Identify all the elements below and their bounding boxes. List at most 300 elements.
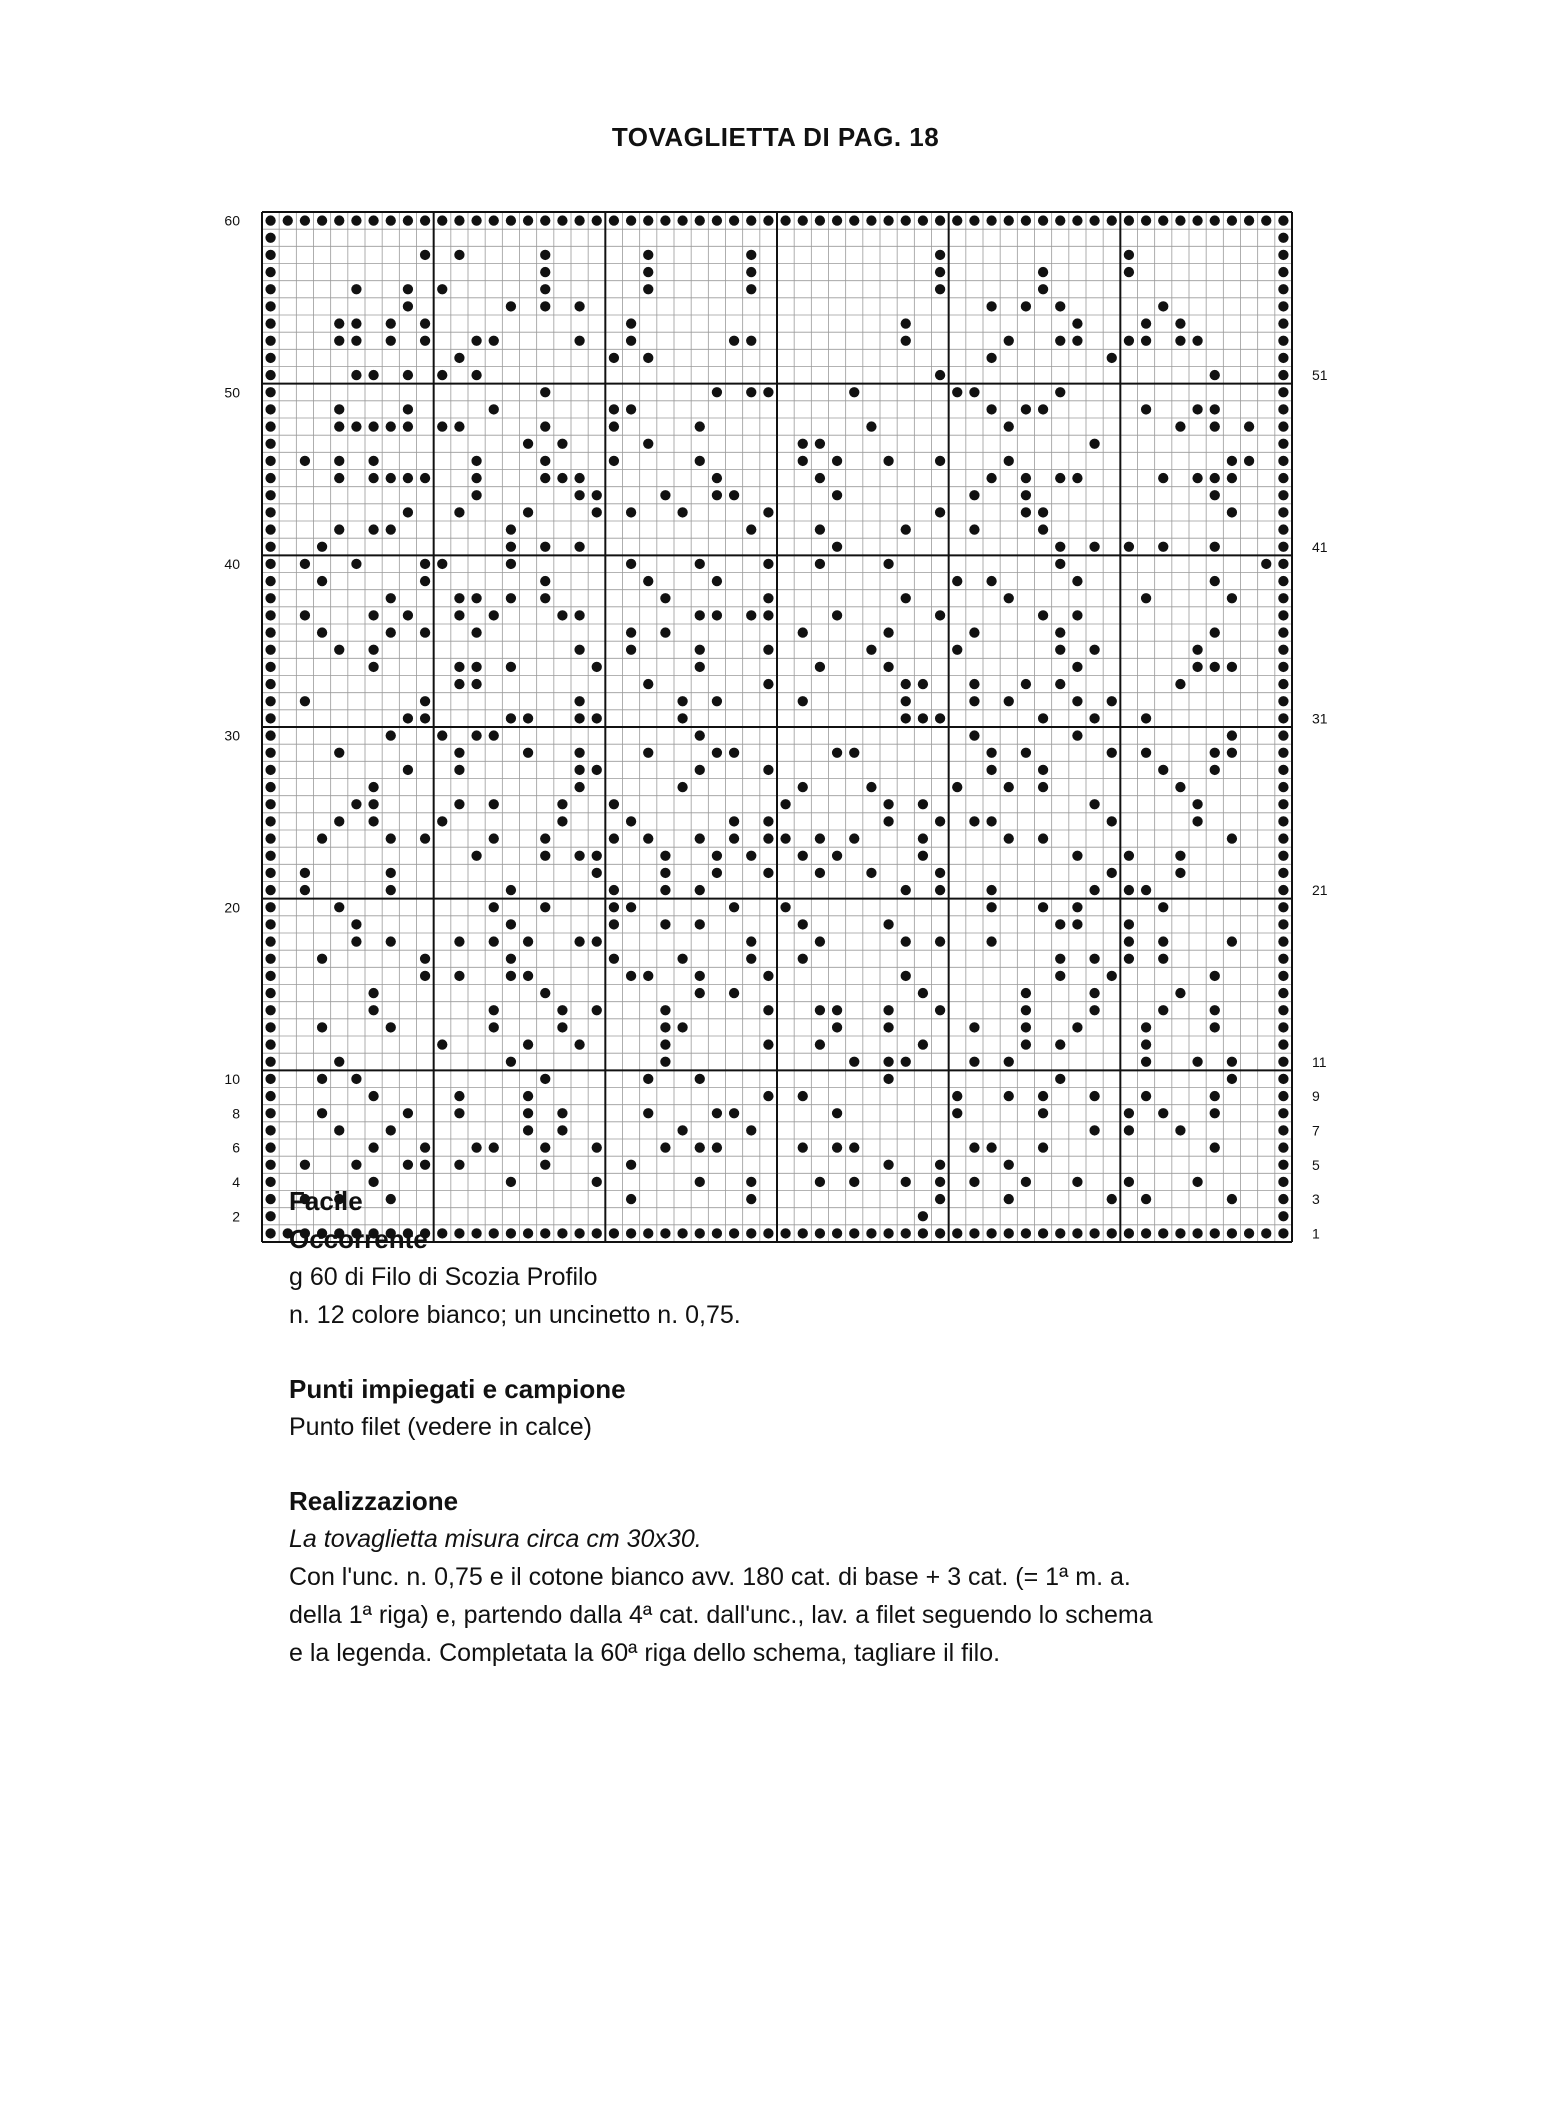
filled-cell-dot (832, 490, 842, 500)
filled-cell-dot (420, 1160, 430, 1170)
filled-cell-dot (317, 542, 327, 552)
filled-cell-dot (265, 799, 275, 809)
filled-cell-dot (883, 1074, 893, 1084)
filled-cell-dot (763, 559, 773, 569)
filled-cell-dot (1278, 284, 1288, 294)
filled-cell-dot (1055, 954, 1065, 964)
filled-cell-dot (1278, 336, 1288, 346)
filled-cell-dot (712, 215, 722, 225)
filled-cell-dot (815, 936, 825, 946)
filled-cell-dot (901, 936, 911, 946)
filled-cell-dot (660, 885, 670, 895)
materials-heading: Occorrente (289, 1224, 428, 1254)
filled-cell-dot (815, 833, 825, 843)
filled-cell-dot (265, 439, 275, 449)
filled-cell-dot (763, 971, 773, 981)
filled-cell-dot (935, 1005, 945, 1015)
filled-cell-dot (265, 902, 275, 912)
filled-cell-dot (1278, 215, 1288, 225)
filled-cell-dot (986, 353, 996, 363)
filled-cell-dot (969, 1022, 979, 1032)
filled-cell-dot (1278, 610, 1288, 620)
filled-cell-dot (986, 765, 996, 775)
filled-cell-dot (798, 954, 808, 964)
filled-cell-dot (1004, 421, 1014, 431)
filled-cell-dot (1141, 215, 1151, 225)
filled-cell-dot (1175, 421, 1185, 431)
filled-cell-dot (403, 610, 413, 620)
filled-cell-dot (574, 936, 584, 946)
filled-cell-dot (986, 404, 996, 414)
filled-cell-dot (265, 936, 275, 946)
filled-cell-dot (695, 645, 705, 655)
filled-cell-dot (901, 679, 911, 689)
filled-cell-dot (1227, 936, 1237, 946)
execution-line: della 1ª riga) e, partendo dalla 4ª cat. dall'unc., lav. a filet seguendo lo schema (289, 1601, 1153, 1629)
execution-line: e la legenda. Completata la 60ª riga dello schema, tagliare il filo. (289, 1639, 1001, 1667)
filled-cell-dot (574, 610, 584, 620)
filled-cell-dot (1227, 1074, 1237, 1084)
filled-cell-dot (849, 1142, 859, 1152)
filled-cell-dot (420, 215, 430, 225)
filled-cell-dot (918, 215, 928, 225)
filled-cell-dot (677, 696, 687, 706)
filled-cell-dot (1227, 1057, 1237, 1067)
filled-cell-dot (265, 919, 275, 929)
filled-cell-dot (386, 936, 396, 946)
filled-cell-dot (403, 507, 413, 517)
filled-cell-dot (1278, 1125, 1288, 1135)
filled-cell-dot (334, 456, 344, 466)
filled-cell-dot (1227, 593, 1237, 603)
filled-cell-dot (1055, 542, 1065, 552)
filled-cell-dot (815, 662, 825, 672)
filled-cell-dot (1278, 765, 1288, 775)
filled-cell-dot (1072, 851, 1082, 861)
filled-cell-dot (815, 439, 825, 449)
filled-cell-dot (901, 524, 911, 534)
filled-cell-dot (471, 215, 481, 225)
filled-cell-dot (1089, 645, 1099, 655)
filled-cell-dot (643, 1108, 653, 1118)
filled-cell-dot (1210, 490, 1220, 500)
filled-cell-dot (883, 1022, 893, 1032)
filled-cell-dot (1124, 215, 1134, 225)
filled-cell-dot (952, 645, 962, 655)
filled-cell-dot (300, 1160, 310, 1170)
filled-cell-dot (403, 421, 413, 431)
filled-cell-dot (489, 730, 499, 740)
filled-cell-dot (454, 936, 464, 946)
filled-cell-dot (1210, 215, 1220, 225)
filled-cell-dot (1038, 524, 1048, 534)
filled-cell-dot (1055, 336, 1065, 346)
filled-cell-dot (1141, 748, 1151, 758)
filled-cell-dot (574, 336, 584, 346)
filled-cell-dot (540, 833, 550, 843)
row-label-left: 60 (224, 212, 240, 229)
filled-cell-dot (626, 971, 636, 981)
filled-cell-dot (849, 215, 859, 225)
filled-cell-dot (626, 507, 636, 517)
filled-cell-dot (1278, 748, 1288, 758)
row-label-left: 10 (224, 1070, 240, 1087)
filled-cell-dot (489, 1005, 499, 1015)
filled-cell-dot (506, 885, 516, 895)
filled-cell-dot (1089, 542, 1099, 552)
filled-cell-dot (471, 593, 481, 603)
filled-cell-dot (1210, 1005, 1220, 1015)
filled-cell-dot (454, 748, 464, 758)
filled-cell-dot (574, 696, 584, 706)
filled-cell-dot (969, 816, 979, 826)
filled-cell-dot (695, 919, 705, 929)
filled-cell-dot (986, 816, 996, 826)
filled-cell-dot (300, 610, 310, 620)
filled-cell-dot (574, 645, 584, 655)
filled-cell-dot (454, 421, 464, 431)
filled-cell-dot (866, 421, 876, 431)
filled-cell-dot (471, 473, 481, 483)
filled-cell-dot (1021, 748, 1031, 758)
filled-cell-dot (1175, 868, 1185, 878)
filled-cell-dot (1192, 662, 1202, 672)
filled-cell-dot (1210, 1022, 1220, 1032)
filled-cell-dot (454, 765, 464, 775)
filled-cell-dot (660, 919, 670, 929)
filled-cell-dot (1038, 782, 1048, 792)
filled-cell-dot (489, 610, 499, 620)
filled-cell-dot (1072, 336, 1082, 346)
filled-cell-dot (1021, 301, 1031, 311)
filled-cell-dot (815, 1005, 825, 1015)
filled-cell-dot (918, 833, 928, 843)
filled-cell-dot (265, 233, 275, 243)
filled-cell-dot (677, 954, 687, 964)
filled-cell-dot (626, 404, 636, 414)
filled-cell-dot (265, 336, 275, 346)
filled-cell-dot (489, 215, 499, 225)
filled-cell-dot (540, 456, 550, 466)
filled-cell-dot (626, 559, 636, 569)
filled-cell-dot (609, 954, 619, 964)
filled-cell-dot (763, 868, 773, 878)
filled-cell-dot (1038, 1091, 1048, 1101)
filled-cell-dot (712, 610, 722, 620)
filled-cell-dot (592, 713, 602, 723)
filled-cell-dot (1021, 1005, 1031, 1015)
filled-cell-dot (471, 370, 481, 380)
filled-cell-dot (1192, 336, 1202, 346)
filled-cell-dot (540, 421, 550, 431)
filled-cell-dot (935, 816, 945, 826)
filled-cell-dot (1072, 610, 1082, 620)
filled-cell-dot (1278, 1108, 1288, 1118)
filled-cell-dot (368, 799, 378, 809)
filled-cell-dot (1124, 336, 1134, 346)
filled-cell-dot (1210, 1108, 1220, 1118)
instructions (289, 1182, 1389, 1672)
filled-cell-dot (265, 1108, 275, 1118)
filled-cell-dot (574, 215, 584, 225)
filled-cell-dot (1038, 1142, 1048, 1152)
filled-cell-dot (592, 1005, 602, 1015)
filled-cell-dot (1278, 542, 1288, 552)
filled-cell-dot (1278, 456, 1288, 466)
filled-cell-dot (1227, 473, 1237, 483)
filled-cell-dot (557, 816, 567, 826)
filled-cell-dot (798, 456, 808, 466)
execution-heading: Realizzazione (289, 1486, 459, 1516)
filled-cell-dot (454, 215, 464, 225)
filled-cell-dot (969, 524, 979, 534)
filled-cell-dot (609, 353, 619, 363)
filled-cell-dot (265, 421, 275, 431)
filled-cell-dot (660, 1057, 670, 1067)
filled-cell-dot (1055, 473, 1065, 483)
row-label-right: 1 (1312, 1225, 1320, 1242)
filled-cell-dot (265, 1125, 275, 1135)
filled-cell-dot (574, 490, 584, 500)
filled-cell-dot (798, 439, 808, 449)
filled-cell-dot (420, 473, 430, 483)
filled-cell-dot (935, 713, 945, 723)
filled-cell-dot (643, 1074, 653, 1084)
filled-cell-dot (763, 1005, 773, 1015)
filled-cell-dot (952, 782, 962, 792)
filled-cell-dot (368, 782, 378, 792)
filled-cell-dot (386, 215, 396, 225)
filled-cell-dot (265, 1228, 275, 1238)
filled-cell-dot (574, 1039, 584, 1049)
filled-cell-dot (1089, 988, 1099, 998)
filled-cell-dot (523, 1108, 533, 1118)
filled-cell-dot (1278, 936, 1288, 946)
filled-cell-dot (592, 215, 602, 225)
filled-cell-dot (1192, 1057, 1202, 1067)
filled-cell-dot (265, 1091, 275, 1101)
filled-cell-dot (265, 1074, 275, 1084)
filled-cell-dot (557, 215, 567, 225)
filled-cell-dot (437, 559, 447, 569)
filled-cell-dot (780, 833, 790, 843)
row-label-left: 40 (224, 555, 240, 572)
filled-cell-dot (1038, 833, 1048, 843)
filled-cell-dot (1107, 971, 1117, 981)
filled-cell-dot (265, 576, 275, 586)
filled-cell-dot (866, 215, 876, 225)
filled-cell-dot (489, 1142, 499, 1152)
filled-cell-dot (986, 473, 996, 483)
filled-cell-dot (935, 1160, 945, 1170)
filled-cell-dot (1038, 507, 1048, 517)
filled-cell-dot (265, 1005, 275, 1015)
filled-cell-dot (386, 1125, 396, 1135)
filled-cell-dot (1278, 250, 1288, 260)
filled-cell-dot (368, 662, 378, 672)
filled-cell-dot (935, 267, 945, 277)
filled-cell-dot (454, 1160, 464, 1170)
row-label-left: 20 (224, 899, 240, 916)
filled-cell-dot (1141, 1039, 1151, 1049)
filled-cell-dot (798, 1091, 808, 1101)
filled-cell-dot (265, 765, 275, 775)
filled-cell-dot (1210, 662, 1220, 672)
filled-cell-dot (677, 507, 687, 517)
filled-cell-dot (420, 954, 430, 964)
filled-cell-dot (351, 284, 361, 294)
filled-cell-dot (1004, 1160, 1014, 1170)
filled-cell-dot (798, 215, 808, 225)
filled-cell-dot (746, 954, 756, 964)
filled-cell-dot (986, 576, 996, 586)
filled-cell-dot (1141, 1091, 1151, 1101)
filled-cell-dot (265, 971, 275, 981)
filled-cell-dot (677, 1022, 687, 1032)
filled-cell-dot (1055, 919, 1065, 929)
filled-cell-dot (1055, 679, 1065, 689)
filled-cell-dot (1192, 473, 1202, 483)
filled-cell-dot (437, 421, 447, 431)
filled-cell-dot (695, 610, 705, 620)
filled-cell-dot (883, 456, 893, 466)
filled-cell-dot (523, 1039, 533, 1049)
filled-cell-dot (540, 267, 550, 277)
filled-cell-dot (300, 885, 310, 895)
filled-cell-dot (901, 696, 911, 706)
filled-cell-dot (403, 404, 413, 414)
filled-cell-dot (1158, 1108, 1168, 1118)
filled-cell-dot (626, 816, 636, 826)
filled-cell-dot (677, 215, 687, 225)
filled-cell-dot (420, 318, 430, 328)
filled-cell-dot (1141, 404, 1151, 414)
filled-cell-dot (986, 885, 996, 895)
filled-cell-dot (265, 524, 275, 534)
filled-cell-dot (437, 284, 447, 294)
filled-cell-dot (746, 267, 756, 277)
filled-cell-dot (712, 1142, 722, 1152)
filled-cell-dot (746, 215, 756, 225)
filled-cell-dot (1158, 215, 1168, 225)
filled-cell-dot (454, 662, 464, 672)
filled-cell-dot (901, 885, 911, 895)
filled-cell-dot (540, 301, 550, 311)
filled-cell-dot (712, 748, 722, 758)
filled-cell-dot (592, 765, 602, 775)
filled-cell-dot (471, 851, 481, 861)
filled-cell-dot (695, 730, 705, 740)
filled-cell-dot (351, 1160, 361, 1170)
filled-cell-dot (660, 1005, 670, 1015)
row-label-right: 9 (1312, 1088, 1320, 1105)
filled-cell-dot (969, 696, 979, 706)
filled-cell-dot (368, 816, 378, 826)
filled-cell-dot (746, 524, 756, 534)
filled-cell-dot (265, 542, 275, 552)
filled-cell-dot (695, 559, 705, 569)
filled-cell-dot (1192, 799, 1202, 809)
filled-cell-dot (506, 542, 516, 552)
filled-cell-dot (540, 851, 550, 861)
filled-cell-dot (1107, 215, 1117, 225)
filled-cell-dot (729, 748, 739, 758)
filled-cell-dot (1004, 215, 1014, 225)
filled-cell-dot (403, 370, 413, 380)
filled-cell-dot (574, 765, 584, 775)
filled-cell-dot (626, 902, 636, 912)
filled-cell-dot (763, 1091, 773, 1101)
filled-cell-dot (368, 1142, 378, 1152)
filled-cell-dot (265, 730, 275, 740)
filled-cell-dot (1210, 1091, 1220, 1101)
filled-cell-dot (1072, 730, 1082, 740)
filled-cell-dot (300, 868, 310, 878)
filled-cell-dot (540, 473, 550, 483)
filled-cell-dot (883, 1057, 893, 1067)
row-label-left: 4 (232, 1173, 240, 1190)
filled-cell-dot (386, 627, 396, 637)
filled-cell-dot (609, 404, 619, 414)
filled-cell-dot (574, 851, 584, 861)
filled-cell-dot (1278, 559, 1288, 569)
filled-cell-dot (746, 250, 756, 260)
filled-cell-dot (265, 868, 275, 878)
filled-cell-dot (489, 902, 499, 912)
filled-cell-dot (317, 1108, 327, 1118)
filled-cell-dot (368, 1005, 378, 1015)
filled-cell-dot (883, 662, 893, 672)
filled-cell-dot (1210, 765, 1220, 775)
filled-cell-dot (969, 215, 979, 225)
filled-cell-dot (1089, 1005, 1099, 1015)
filled-cell-dot (969, 490, 979, 500)
filled-cell-dot (832, 748, 842, 758)
filled-cell-dot (626, 627, 636, 637)
row-label-left: 30 (224, 727, 240, 744)
filled-cell-dot (454, 353, 464, 363)
filled-cell-dot (918, 988, 928, 998)
filled-cell-dot (1107, 816, 1117, 826)
filled-cell-dot (540, 387, 550, 397)
filled-cell-dot (317, 1022, 327, 1032)
filled-cell-dot (1021, 1039, 1031, 1049)
filled-cell-dot (1107, 353, 1117, 363)
filled-cell-dot (351, 559, 361, 569)
row-label-right: 11 (1312, 1053, 1327, 1070)
filled-cell-dot (1175, 1125, 1185, 1135)
filled-cell-dot (935, 215, 945, 225)
filled-cell-dot (1055, 645, 1065, 655)
filled-cell-dot (386, 1022, 396, 1032)
filled-cell-dot (1141, 885, 1151, 895)
filled-cell-dot (1278, 404, 1288, 414)
filled-cell-dot (729, 490, 739, 500)
filled-cell-dot (986, 936, 996, 946)
filled-cell-dot (1107, 696, 1117, 706)
filled-cell-dot (712, 696, 722, 706)
filled-cell-dot (265, 593, 275, 603)
filled-cell-dot (386, 524, 396, 534)
filled-cell-dot (283, 215, 293, 225)
filled-cell-dot (1175, 988, 1185, 998)
filled-cell-dot (1021, 988, 1031, 998)
filled-cell-dot (1004, 1057, 1014, 1067)
filled-cell-dot (1021, 1022, 1031, 1032)
filled-cell-dot (368, 610, 378, 620)
stitches-heading: Punti impiegati e campione (289, 1374, 626, 1404)
filled-cell-dot (1278, 490, 1288, 500)
